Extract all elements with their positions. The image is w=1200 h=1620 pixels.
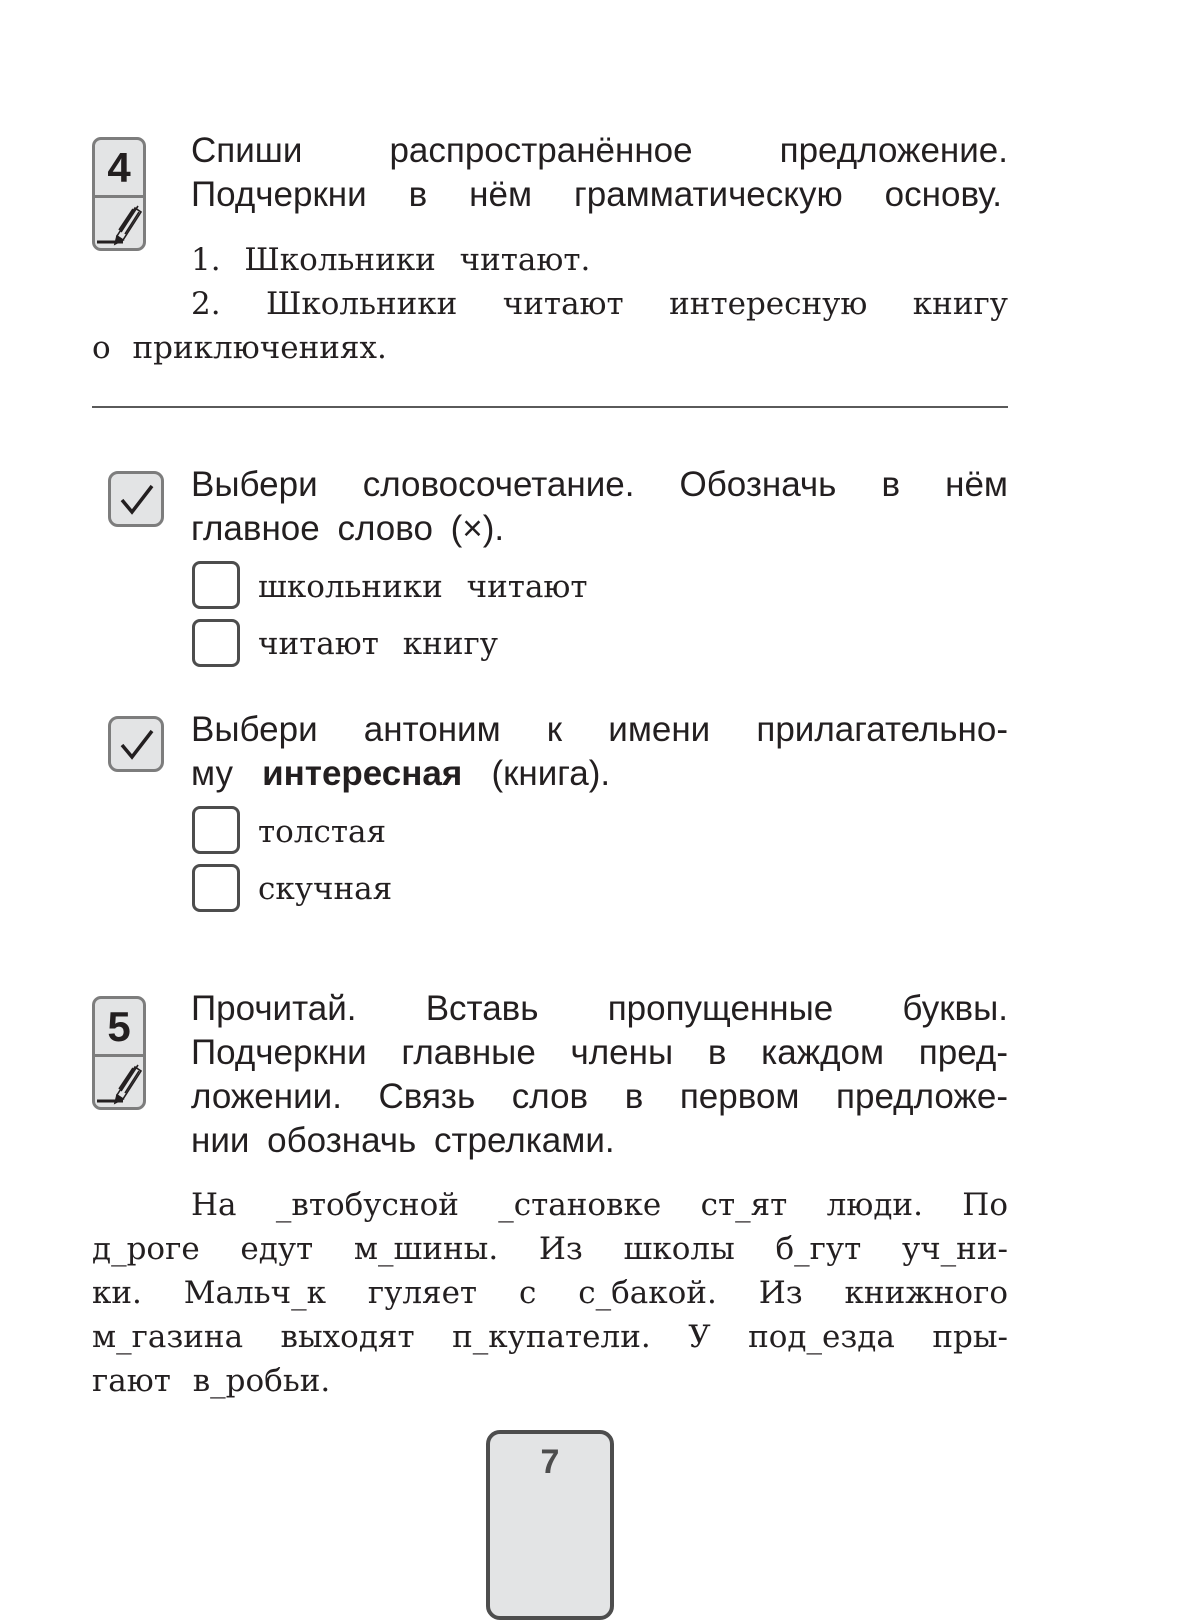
- task-4-sentence-1: 1. Школьники читают.: [191, 242, 591, 278]
- pencil-writing-icon: [95, 198, 143, 248]
- text-suffix: (книга).: [481, 754, 611, 793]
- answer-line: [92, 406, 1008, 408]
- option-label: скучная: [258, 871, 393, 907]
- option-checkbox[interactable]: [192, 806, 240, 854]
- check-1-instruction-line-1: Выбери словосочетание. Обозначь в нём: [191, 465, 1008, 504]
- check-2-instruction-line-2: [191, 752, 610, 796]
- page-number: 7: [540, 1443, 560, 1481]
- check-2-instruction-line-1: Выбери антоним к имени прилагательно-: [191, 710, 1008, 749]
- option-checkbox[interactable]: [192, 561, 240, 609]
- task-5-badge: [92, 996, 146, 1110]
- checkmark-icon: [115, 723, 159, 767]
- option-checkbox[interactable]: [192, 619, 240, 667]
- task-5-text-line-1: На _втобусной _становке ст_ят люди. По: [191, 1187, 1008, 1223]
- task-5-instruction-line-4: нии обозначь стрелками.: [191, 1121, 615, 1160]
- task-number: 5: [107, 1003, 131, 1050]
- option-label: школьники читают: [258, 569, 588, 605]
- task-5-text-line-4: м_газина выходят п_купатели. У под_езда пры-: [92, 1319, 1008, 1355]
- task-5-instruction-line-3: ложении. Связь слов в первом предложе-: [191, 1077, 1008, 1116]
- task-5-text-line-2: д_роге едут м_шины. Из школы б_гут уч_ни-: [92, 1231, 1008, 1267]
- task-4-instruction-line-1: Спиши распространённое предложение.: [191, 131, 1008, 170]
- task-5-text-line-3: ки. Мальч_к гуляет с с_бакой. Из книжного: [92, 1275, 1008, 1311]
- task-4-badge: [92, 137, 146, 251]
- option-label: читают книгу: [258, 626, 498, 662]
- check-1-instruction-line-2: главное слово (×).: [191, 509, 505, 548]
- task-number: 4: [107, 144, 131, 191]
- option-checkbox[interactable]: [192, 864, 240, 912]
- option-label: толстая: [258, 814, 387, 850]
- task-5-instruction-line-1: Прочитай. Вставь пропущенные буквы.: [191, 989, 1008, 1028]
- check-task-2-badge: [108, 716, 164, 772]
- text-prefix: му: [191, 754, 243, 793]
- page-number-tab: [486, 1430, 614, 1620]
- check-task-1-badge: [108, 471, 164, 527]
- pencil-writing-icon: [95, 1057, 143, 1107]
- task-4-instruction-line-2: Подчеркни в нём грамматическую основу.: [191, 175, 1002, 214]
- bold-word: интересная: [262, 754, 463, 793]
- task-5-text-line-5: гают в_робьи.: [92, 1363, 331, 1399]
- checkmark-icon: [115, 478, 159, 522]
- task-4-sentence-2-line-2: о приключениях.: [92, 330, 387, 366]
- task-4-sentence-2-line-1: 2. Школьники читают интересную книгу: [191, 286, 1008, 322]
- task-5-instruction-line-2: Подчеркни главные члены в каждом пред-: [191, 1033, 1008, 1072]
